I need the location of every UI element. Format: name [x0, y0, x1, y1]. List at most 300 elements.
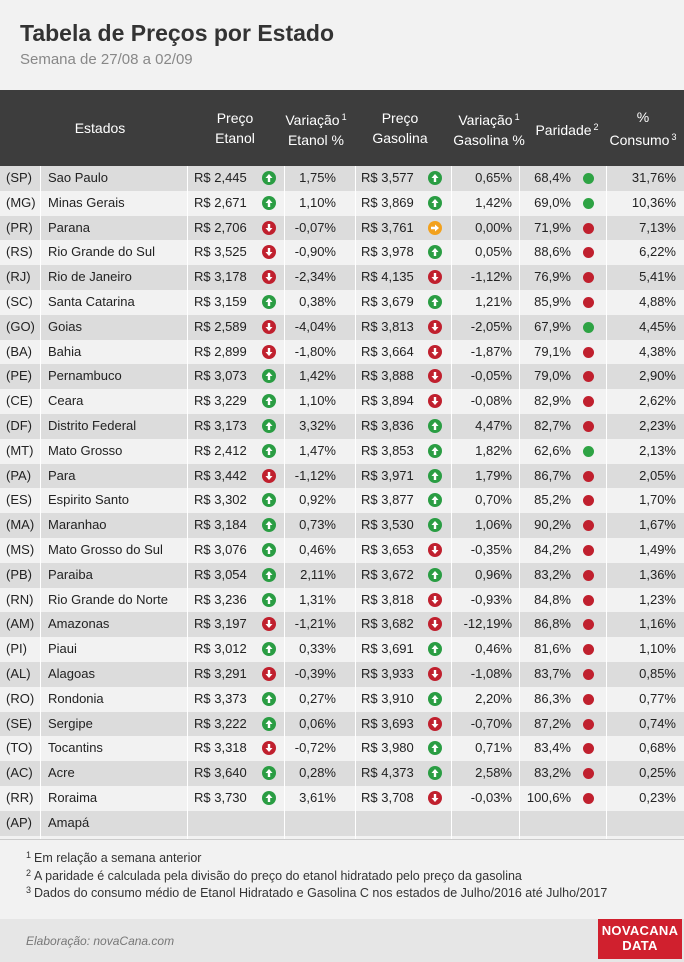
ethanol-price: R$ 3,222 [194, 715, 247, 731]
arrow-right-icon [428, 221, 442, 235]
table-row [0, 240, 684, 265]
table-row [0, 290, 684, 315]
table-row [0, 513, 684, 538]
ethanol-price: R$ 3,291 [194, 665, 247, 681]
state-code: (SC) [6, 293, 33, 309]
ethanol-price: R$ 2,899 [194, 343, 247, 359]
state-code: (RJ) [6, 269, 31, 285]
ethanol-price: R$ 2,671 [194, 194, 247, 210]
column-divider [355, 166, 356, 839]
gasoline-variation: 0,71% [475, 740, 512, 756]
state-code: (ES) [6, 492, 32, 508]
column-divider [284, 166, 285, 839]
arrow-down-icon [262, 221, 276, 235]
arrow-up-icon [262, 444, 276, 458]
parity-red-dot-icon [583, 297, 594, 308]
consumption-share: 0,68% [639, 740, 676, 756]
table-row [0, 736, 684, 761]
consumption-share: 1,10% [639, 641, 676, 657]
consumption-share: 4,45% [639, 318, 676, 334]
arrow-up-icon [262, 171, 276, 185]
arrow-down-icon [262, 270, 276, 284]
parity-red-dot-icon [583, 371, 594, 382]
arrow-up-icon [262, 642, 276, 656]
parity-red-dot-icon [583, 644, 594, 655]
state-name: Tocantins [48, 740, 103, 756]
ethanol-price: R$ 3,640 [194, 765, 247, 781]
arrow-up-icon [428, 741, 442, 755]
ethanol-variation: -0,72% [294, 740, 336, 756]
arrow-down-icon [428, 320, 442, 334]
ethanol-variation: -0,90% [294, 244, 336, 260]
arrow-up-icon [262, 518, 276, 532]
ethanol-price: R$ 2,412 [194, 442, 247, 458]
consumption-share: 2,90% [639, 368, 676, 384]
table-row [0, 166, 684, 191]
parity-value: 79,1% [534, 343, 571, 359]
table-row [0, 340, 684, 365]
ethanol-price: R$ 3,318 [194, 740, 247, 756]
parity-value: 83,2% [534, 566, 571, 582]
gasoline-price: R$ 3,877 [361, 492, 414, 508]
gasoline-variation: -0,05% [470, 368, 512, 384]
gasoline-price: R$ 3,653 [361, 541, 414, 557]
table-row [0, 315, 684, 340]
consumption-share: 2,62% [639, 393, 676, 409]
state-name: Ceara [48, 393, 84, 409]
arrow-up-icon [262, 766, 276, 780]
page-subtitle: Semana de 27/08 a 02/09 [20, 51, 193, 68]
gasoline-price: R$ 3,813 [361, 318, 414, 334]
table-row [0, 712, 684, 737]
parity-red-dot-icon [583, 347, 594, 358]
arrow-down-icon [262, 617, 276, 631]
arrow-down-icon [262, 320, 276, 334]
parity-red-dot-icon [583, 669, 594, 680]
gasoline-variation: 0,70% [475, 492, 512, 508]
state-code: (TO) [6, 740, 33, 756]
gasoline-variation: 0,96% [475, 566, 512, 582]
table-row [0, 811, 684, 836]
consumption-share: 7,13% [639, 219, 676, 235]
ethanol-price: R$ 2,589 [194, 318, 247, 334]
consumption-share: 0,77% [639, 690, 676, 706]
parity-value: 100,6% [526, 789, 571, 805]
header-preco-etanol: Preço Etanol [215, 110, 255, 146]
ethanol-variation: 1,10% [299, 194, 336, 210]
footnote-3: $^3$ Dados do consumo médio de Etanol Hidratado e Gasolina C nos estados de Julho/2016 até Julho/2017 [26, 885, 608, 900]
ethanol-variation: 3,32% [299, 417, 336, 433]
state-code: (GO) [6, 318, 35, 334]
state-code: (AL) [6, 665, 31, 681]
gasoline-price: R$ 3,910 [361, 690, 414, 706]
gasoline-price: R$ 3,978 [361, 244, 414, 260]
gasoline-variation: -0,08% [470, 393, 512, 409]
parity-red-dot-icon [583, 694, 594, 705]
arrow-up-icon [428, 171, 442, 185]
parity-value: 68,4% [534, 170, 571, 185]
ethanol-variation: 0,28% [299, 765, 336, 781]
gasoline-price: R$ 4,135 [361, 269, 414, 285]
state-name: Mato Grosso [48, 442, 123, 458]
ethanol-variation: -0,39% [294, 665, 336, 681]
gasoline-price: R$ 3,530 [361, 517, 414, 533]
table-row [0, 786, 684, 811]
gasoline-price: R$ 3,888 [361, 368, 414, 384]
consumption-share: 1,16% [639, 616, 676, 632]
consumption-share: 1,70% [639, 492, 676, 508]
parity-red-dot-icon [583, 272, 594, 283]
ethanol-price: R$ 3,730 [194, 789, 247, 805]
state-code: (AC) [6, 765, 33, 781]
consumption-share: 2,13% [639, 442, 676, 458]
consumption-share: 1,49% [639, 541, 676, 557]
parity-value: 69,0% [534, 194, 571, 210]
table-body [0, 166, 684, 836]
state-name: Distrito Federal [48, 417, 137, 433]
arrow-up-icon [262, 692, 276, 706]
consumption-share: 1,67% [639, 517, 676, 533]
table-row [0, 439, 684, 464]
ethanol-price: R$ 3,442 [194, 467, 247, 483]
table-row [0, 761, 684, 786]
gasoline-variation: 0,46% [475, 641, 512, 657]
gasoline-variation: 2,20% [475, 690, 512, 706]
parity-red-dot-icon [583, 619, 594, 630]
parity-green-dot-icon [583, 322, 594, 333]
arrow-down-icon [262, 345, 276, 359]
arrow-up-icon [428, 518, 442, 532]
arrow-down-icon [428, 617, 442, 631]
table-row [0, 612, 684, 637]
gasoline-price: R$ 3,869 [361, 194, 414, 210]
ethanol-variation: 0,33% [299, 641, 336, 657]
arrow-up-icon [262, 419, 276, 433]
consumption-share: 0,74% [639, 715, 676, 731]
consumption-share: 4,88% [639, 293, 676, 309]
state-name: Santa Catarina [48, 293, 135, 309]
state-name: Mato Grosso do Sul [48, 541, 163, 557]
state-name: Piaui [48, 641, 77, 657]
arrow-up-icon [428, 196, 442, 210]
arrow-up-icon [262, 394, 276, 408]
state-code: (MA) [6, 517, 35, 533]
ethanol-price: R$ 3,012 [194, 641, 247, 657]
gasoline-variation: 1,06% [475, 517, 512, 533]
arrow-up-icon [262, 717, 276, 731]
state-name: Parana [48, 219, 90, 235]
gasoline-price: R$ 3,577 [361, 170, 414, 185]
parity-value [519, 811, 571, 836]
arrow-up-icon [428, 469, 442, 483]
parity-value: 81,6% [534, 641, 571, 657]
gasoline-price: R$ 3,708 [361, 789, 414, 805]
state-code: (MG) [6, 194, 36, 210]
ethanol-variation: -0,07% [294, 219, 336, 235]
table-row [0, 216, 684, 241]
column-divider [187, 166, 188, 839]
state-name: Pernambuco [48, 368, 122, 384]
ethanol-price: R$ 3,159 [194, 293, 247, 309]
arrow-up-icon [428, 444, 442, 458]
table-row [0, 488, 684, 513]
state-name: Acre [48, 765, 75, 781]
state-code: (RS) [6, 244, 33, 260]
consumption-share [606, 811, 676, 836]
parity-value: 82,9% [534, 393, 571, 409]
page-footer [0, 919, 684, 962]
ethanol-variation: 1,31% [299, 591, 336, 607]
table-row [0, 662, 684, 687]
table-row [0, 414, 684, 439]
arrow-down-icon [428, 593, 442, 607]
arrow-up-icon [428, 766, 442, 780]
state-code: (PE) [6, 368, 32, 384]
parity-value: 86,8% [534, 616, 571, 632]
parity-value: 79,0% [534, 368, 571, 384]
parity-value: 84,2% [534, 541, 571, 557]
state-name: Amazonas [48, 616, 110, 632]
parity-red-dot-icon [583, 223, 594, 234]
state-code: (AP) [6, 814, 32, 830]
table-row [0, 464, 684, 489]
novacana-data-logo: NOVACANA DATA [598, 919, 682, 959]
consumption-share: 10,36% [631, 194, 676, 210]
parity-value: 85,9% [534, 293, 571, 309]
arrow-down-icon [428, 717, 442, 731]
state-name: Minas Gerais [48, 194, 125, 210]
state-name: Rio Grande do Norte [48, 591, 168, 607]
ethanol-variation: -4,04% [294, 318, 336, 334]
gasoline-variation: 4,47% [475, 417, 512, 433]
page-title: Tabela de Preços por Estado [20, 20, 335, 46]
gasoline-variation: -0,70% [470, 715, 512, 731]
consumption-share: 1,36% [639, 566, 676, 582]
parity-value: 62,6% [534, 442, 571, 458]
state-name: Alagoas [48, 665, 95, 681]
state-name: Roraima [48, 789, 98, 805]
gasoline-price: R$ 3,693 [361, 715, 414, 731]
column-divider [519, 166, 520, 839]
state-name: Maranhao [48, 517, 107, 533]
ethanol-variation: 0,46% [299, 541, 336, 557]
gasoline-variation: -1,87% [470, 343, 512, 359]
credit-text: Elaboração: novaCana.com [26, 934, 175, 948]
ethanol-variation: 1,42% [299, 368, 336, 384]
arrow-up-icon [262, 543, 276, 557]
parity-red-dot-icon [583, 421, 594, 432]
ethanol-variation: 0,38% [299, 293, 336, 309]
ethanol-price: R$ 3,173 [194, 417, 247, 433]
ethanol-price: R$ 3,184 [194, 517, 247, 533]
parity-red-dot-icon [583, 520, 594, 531]
ethanol-price: R$ 3,178 [194, 269, 247, 285]
consumption-share: 0,25% [639, 765, 676, 781]
header-paridade: Paridade $^2$ [535, 121, 599, 138]
table-row [0, 389, 684, 414]
column-divider [606, 166, 607, 839]
gasoline-price: R$ 3,853 [361, 442, 414, 458]
gasoline-price: R$ 3,761 [361, 219, 414, 235]
state-name: Amapá [48, 814, 90, 830]
parity-value: 87,2% [534, 715, 571, 731]
gasoline-price: R$ 3,933 [361, 665, 414, 681]
state-name: Sergipe [48, 715, 93, 731]
arrow-up-icon [428, 692, 442, 706]
parity-red-dot-icon [583, 719, 594, 730]
gasoline-price: R$ 3,818 [361, 591, 414, 607]
ethanol-price: R$ 3,302 [194, 492, 247, 508]
arrow-up-icon [262, 196, 276, 210]
state-name: Paraiba [48, 566, 93, 582]
parity-red-dot-icon [583, 495, 594, 506]
parity-value: 76,9% [534, 269, 571, 285]
gasoline-price: R$ 3,691 [361, 641, 414, 657]
arrow-up-icon [428, 245, 442, 259]
state-code: (RN) [6, 591, 34, 607]
ethanol-price: R$ 2,445 [194, 170, 247, 185]
parity-value: 83,2% [534, 765, 571, 781]
ethanol-variation: 0,92% [299, 492, 336, 508]
parity-value: 88,6% [534, 244, 571, 260]
parity-value: 85,2% [534, 492, 571, 508]
gasoline-variation: 0,05% [475, 244, 512, 260]
gasoline-variation: -0,35% [470, 541, 512, 557]
parity-value: 82,7% [534, 417, 571, 433]
state-code: (AM) [6, 616, 35, 632]
column-divider [451, 166, 452, 839]
gasoline-price: R$ 3,682 [361, 616, 414, 632]
state-name: Rio de Janeiro [48, 269, 132, 285]
ethanol-price: R$ 3,373 [194, 690, 247, 706]
parity-red-dot-icon [583, 743, 594, 754]
parity-value: 67,9% [534, 318, 571, 334]
consumption-share: 0,23% [639, 789, 676, 805]
arrow-down-icon [262, 667, 276, 681]
ethanol-variation: 2,11% [300, 566, 336, 582]
arrow-down-icon [262, 245, 276, 259]
arrow-up-icon [262, 593, 276, 607]
parity-red-dot-icon [583, 471, 594, 482]
consumption-share: 6,22% [639, 244, 676, 260]
consumption-share: 0,85% [639, 665, 676, 681]
state-name: Para [48, 467, 76, 483]
parity-value: 83,4% [534, 740, 571, 756]
gasoline-price: R$ 4,373 [361, 765, 414, 781]
parity-value: 71,9% [534, 219, 571, 235]
consumption-share: 4,38% [639, 343, 676, 359]
ethanol-variation: 1,75% [299, 170, 336, 185]
state-name: Espirito Santo [48, 492, 129, 508]
gasoline-variation: -1,08% [470, 665, 512, 681]
state-code: (RO) [6, 690, 35, 706]
table-row [0, 588, 684, 613]
gasoline-price: R$ 3,894 [361, 393, 414, 409]
ethanol-price: R$ 2,706 [194, 219, 247, 235]
gasoline-price: R$ 3,836 [361, 417, 414, 433]
gasoline-price: R$ 3,679 [361, 293, 414, 309]
parity-value: 90,2% [534, 517, 571, 533]
ethanol-variation [284, 811, 336, 836]
ethanol-variation: -1,80% [294, 343, 336, 359]
state-code: (SE) [6, 715, 32, 731]
state-name: Bahia [48, 343, 82, 359]
state-code: (BA) [6, 343, 32, 359]
consumption-share: 2,05% [639, 467, 676, 483]
arrow-up-icon [262, 568, 276, 582]
arrow-up-icon [428, 568, 442, 582]
ethanol-price: R$ 3,229 [194, 393, 247, 409]
state-name: Rio Grande do Sul [48, 244, 155, 260]
table-row [0, 563, 684, 588]
ethanol-variation: 3,61% [299, 789, 336, 805]
gasoline-variation [451, 811, 512, 836]
gasoline-price: R$ 3,980 [361, 740, 414, 756]
state-code: (PB) [6, 566, 32, 582]
table-header [0, 90, 684, 166]
footnote-2: $^2$ A paridade é calculada pela divisão do preço do etanol hidratado pelo preço da gasolina [26, 867, 522, 883]
parity-value: 83,7% [534, 665, 571, 681]
gasoline-variation: -1,12% [470, 269, 512, 285]
arrow-down-icon [428, 369, 442, 383]
gasoline-variation: 1,79% [475, 467, 512, 483]
ethanol-variation: 0,27% [299, 690, 336, 706]
header-preco-gasolina: Preço Gasolina [372, 110, 428, 146]
state-code: (DF) [6, 417, 32, 433]
header-variacao-gasolina: Variação $^1$ Gasolina % [453, 111, 525, 148]
parity-value: 86,7% [534, 467, 571, 483]
table-row [0, 538, 684, 563]
page-header [0, 0, 684, 90]
ethanol-price: R$ 3,236 [194, 591, 247, 607]
state-code: (PR) [6, 219, 33, 235]
state-code: (SP) [6, 170, 32, 185]
ethanol-price: R$ 3,054 [194, 566, 247, 582]
parity-red-dot-icon [583, 793, 594, 804]
parity-value: 86,3% [534, 690, 571, 706]
gasoline-price: R$ 3,971 [361, 467, 414, 483]
ethanol-variation: 0,73% [299, 517, 336, 533]
column-divider [40, 166, 41, 839]
table-row [0, 637, 684, 662]
state-code: (RR) [6, 789, 34, 805]
parity-value: 84,8% [534, 591, 571, 607]
parity-red-dot-icon [583, 570, 594, 581]
gasoline-variation: 0,00% [475, 219, 512, 235]
ethanol-variation: -1,21% [294, 616, 336, 632]
parity-red-dot-icon [583, 595, 594, 606]
ethanol-variation: -2,34% [294, 269, 336, 285]
state-code: (MT) [6, 442, 34, 458]
gasoline-variation: 1,42% [475, 194, 512, 210]
table-row [0, 364, 684, 389]
parity-green-dot-icon [583, 173, 594, 184]
gasoline-variation: 0,65% [475, 170, 512, 185]
arrow-down-icon [262, 469, 276, 483]
ethanol-price: R$ 3,197 [194, 616, 247, 632]
gasoline-variation: -12,19% [463, 616, 512, 632]
arrow-up-icon [428, 493, 442, 507]
arrow-down-icon [428, 543, 442, 557]
arrow-up-icon [262, 791, 276, 805]
state-code: (MS) [6, 541, 35, 557]
gasoline-variation: 1,82% [475, 442, 512, 458]
ethanol-price: R$ 3,525 [194, 244, 247, 260]
ethanol-price: R$ 3,076 [194, 541, 247, 557]
consumption-share: 31,76% [631, 170, 676, 185]
arrow-up-icon [262, 493, 276, 507]
arrow-up-icon [428, 642, 442, 656]
